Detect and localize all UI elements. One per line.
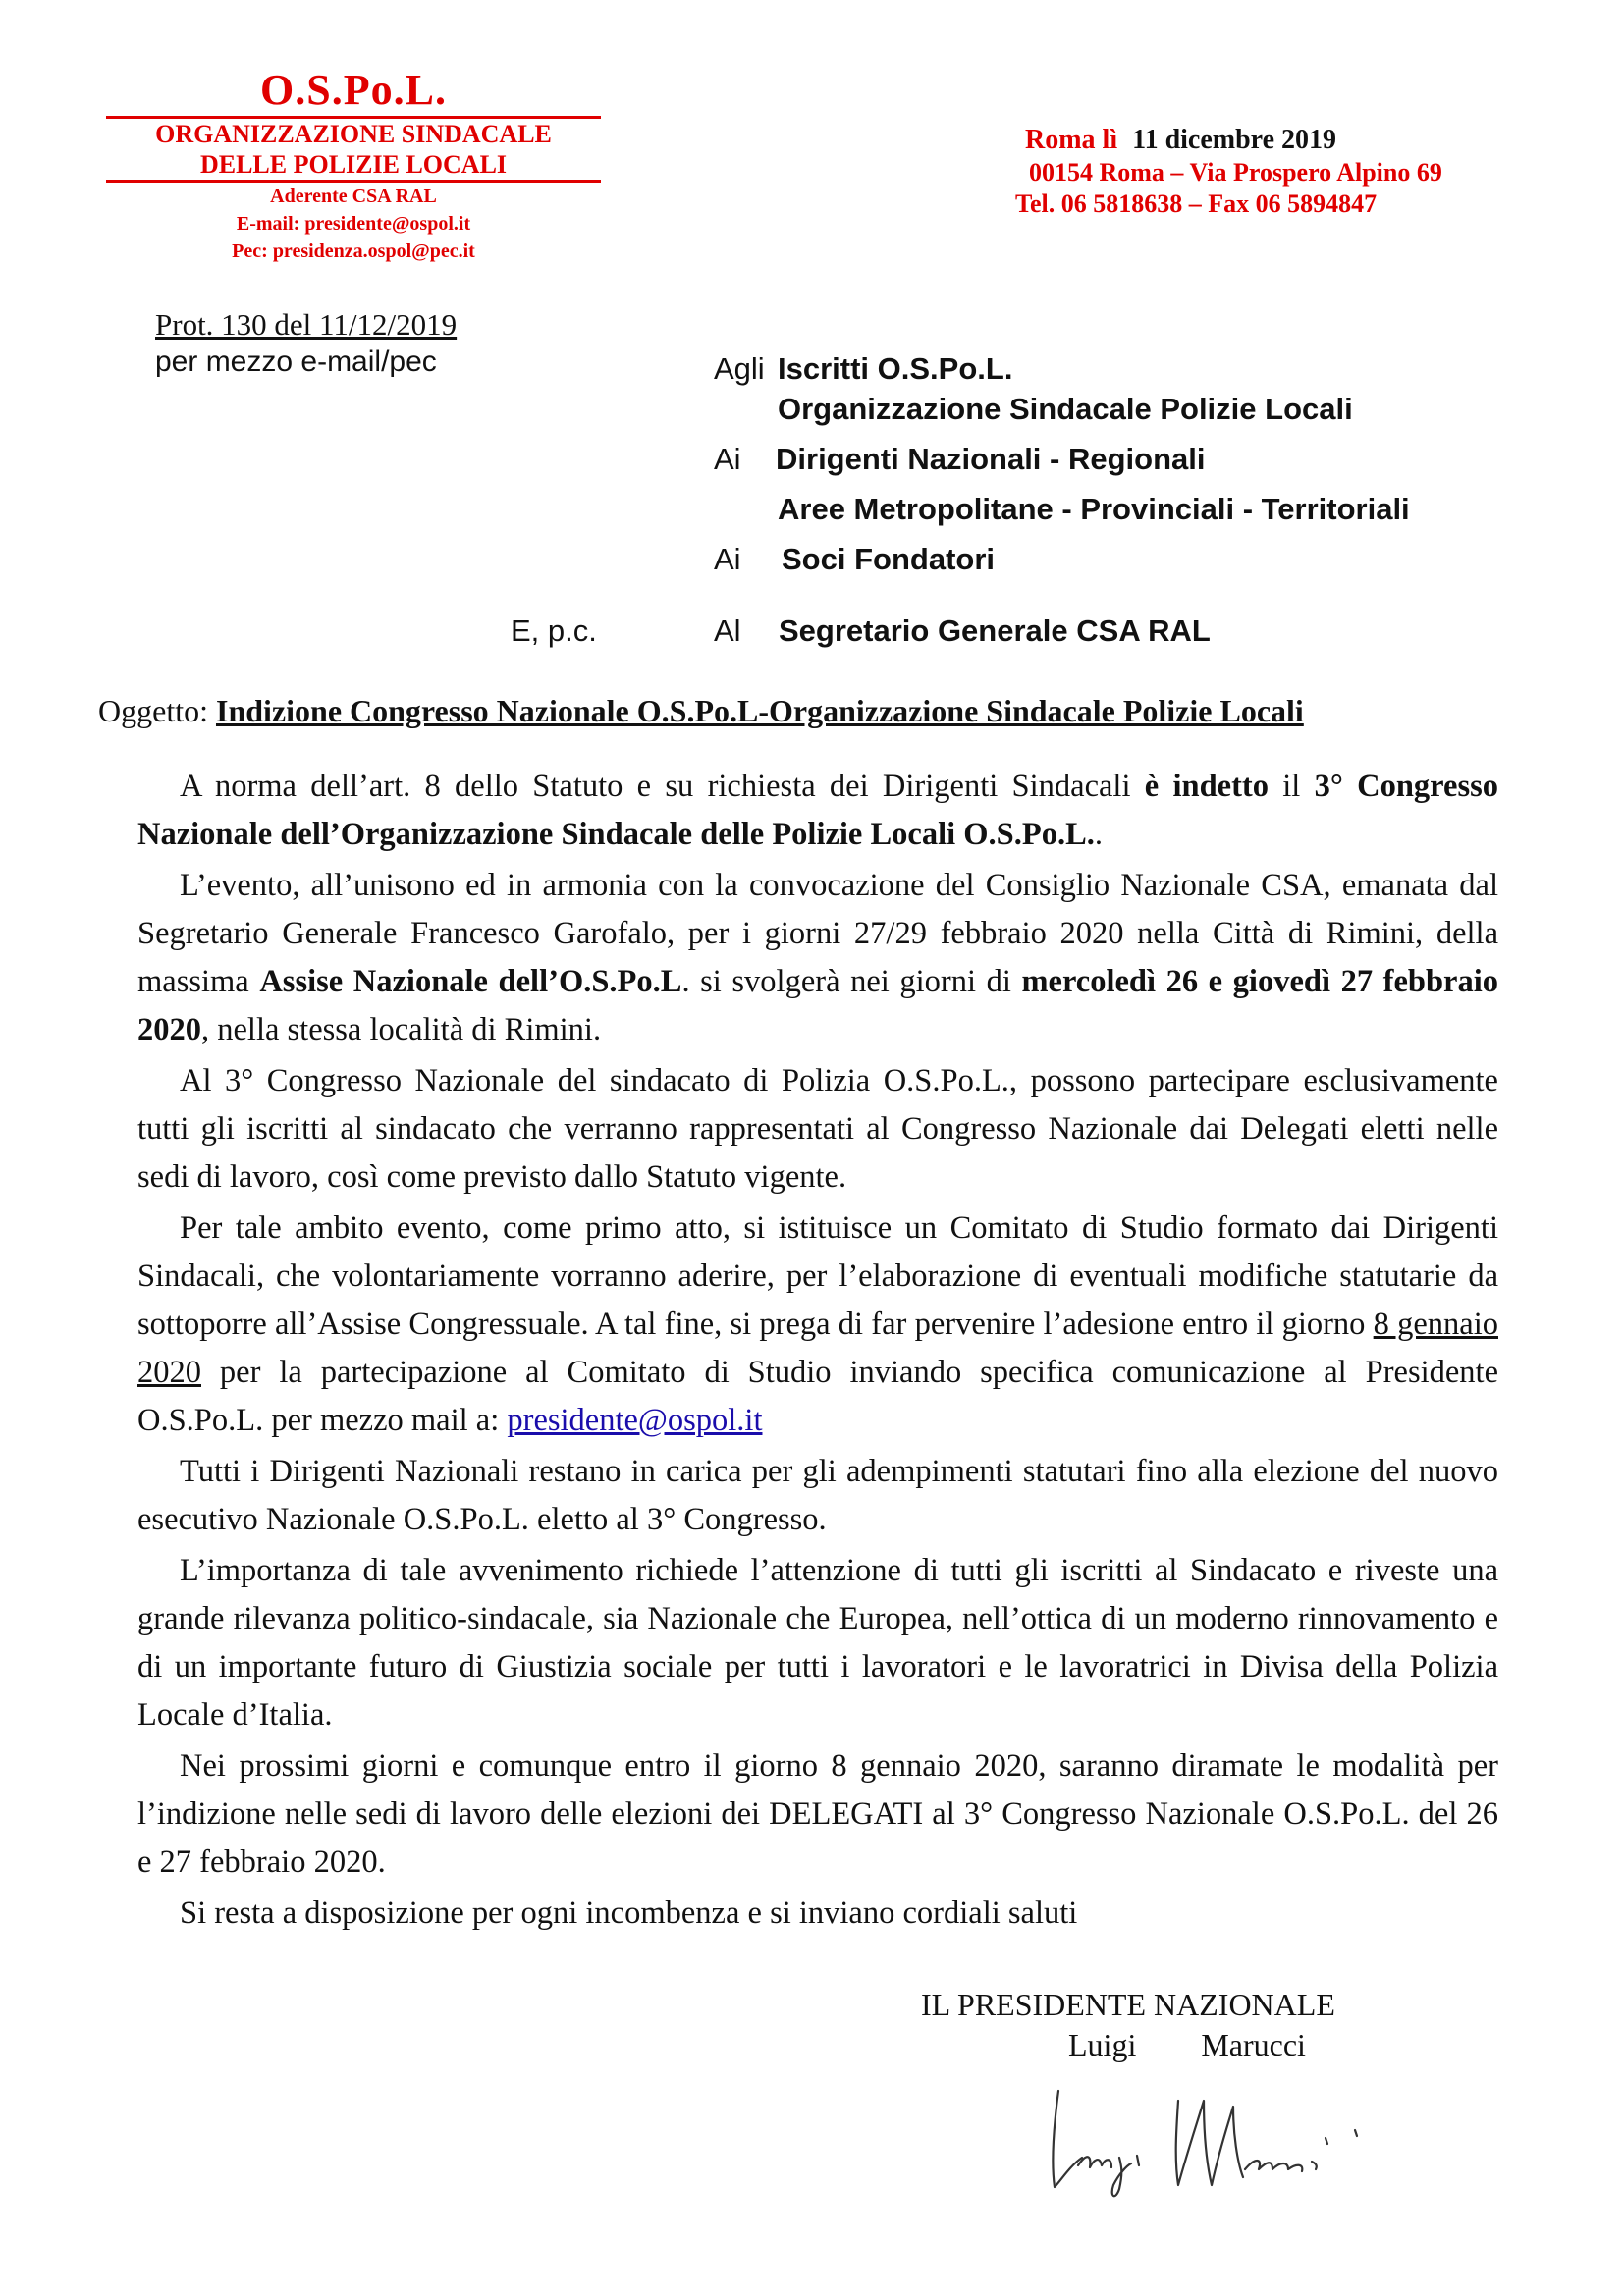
body-text-bold: Assise Nazionale dell’O.S.Po.L bbox=[259, 964, 682, 999]
body-paragraph: Tutti i Dirigenti Nazionali restano in carica per gli adempimenti statutari fino alla elezione del nuovo esecutivo Nazionale O.S.Po.L. eletto al 3° Congresso. bbox=[137, 1454, 1498, 1537]
body-text: per la partecipazione al Comitato di Studio inviando specifica comunicazione al Presidente O.S.Po.L. per mezzo mail a: bbox=[137, 1355, 1498, 1438]
body-text-bold: mercoledì 26 e giovedì 27 febbraio 2020 bbox=[137, 964, 1499, 1047]
body-paragraph: Si resta a disposizione per ogni incombenza e si inviano cordiali saluti bbox=[180, 1896, 1078, 1931]
body-paragraph bbox=[137, 763, 1498, 859]
body-text-bold: è indetto bbox=[1144, 769, 1269, 804]
place-date bbox=[992, 124, 1542, 157]
recipient-name: Aree Metropolitane - Provinciali - Territoriali bbox=[778, 492, 1410, 526]
place-label: Roma lì bbox=[1025, 125, 1118, 155]
body-text: . si svolgerà nei giorni di bbox=[681, 964, 1022, 999]
signatory-title: IL PRESIDENTE NAZIONALE bbox=[921, 1987, 1335, 2022]
email-address[interactable]: presidente@ospol.it bbox=[304, 213, 471, 235]
body-text: il bbox=[1268, 769, 1315, 804]
body-text: A norma dell’art. 8 dello Statuto e su richiesta dei Dirigenti Sindacali bbox=[180, 769, 1145, 804]
body-paragraph bbox=[137, 1204, 1498, 1445]
postal-address: 00154 Roma – Via Prospero Alpino 69 bbox=[1029, 158, 1442, 187]
body-text: , nella stessa località di Rimini. bbox=[201, 1012, 602, 1047]
recipient-name: Soci Fondatori bbox=[782, 542, 995, 576]
letter-date: 11 dicembre 2019 bbox=[1132, 125, 1337, 155]
cc-label: E, p.c. bbox=[511, 614, 597, 648]
organization-name-line2: DELLE POLIZIE LOCALI bbox=[199, 150, 508, 179]
recipient-prefix: Al bbox=[714, 614, 741, 648]
affiliation: Aderente CSA RAL bbox=[270, 186, 437, 207]
body-paragraph: Al 3° Congresso Nazionale del sindacato di Polizia O.S.Po.L., possono partecipare esclusivamente tutti gli iscritti al sindacato che verranno rappresentati al Congresso Nazionale dai Delegati eletti nelle sedi di lavoro, così come previsto dallo Statuto vigente. bbox=[137, 1063, 1498, 1195]
recipient-name: Dirigenti Nazionali - Regionali bbox=[776, 442, 1206, 476]
deadline-date: 8 gennaio 2020 bbox=[137, 1307, 1498, 1390]
cc-recipient-name: Segretario Generale CSA RAL bbox=[779, 614, 1211, 648]
recipient-prefix: Ai bbox=[714, 542, 741, 576]
subject-label: Oggetto: bbox=[98, 693, 208, 728]
email-link[interactable]: presidente@ospol.it bbox=[507, 1403, 763, 1438]
sender-contact-block bbox=[992, 124, 1542, 220]
organization-name-line1: ORGANIZZAZIONE SINDACALE bbox=[155, 120, 552, 148]
body-text: Per tale ambito evento, come primo atto, si istituisce un Comitato di Studio formato dai Dirigenti Sindacali, che volontariamente vorranno aderire, per l’elaborazione di eventuali modifiche statutarie da sottoporre all’Assise Congressuale. A tal fine, si prega di far pervenire l’adesione entro il giorno bbox=[137, 1210, 1498, 1342]
email-line bbox=[98, 210, 609, 238]
organization-acronym: O.S.Po.L. bbox=[260, 66, 447, 114]
protocol-number: Prot. 130 del 11/12/2019 bbox=[155, 307, 458, 342]
body-text: . bbox=[1094, 817, 1104, 852]
organization-letterhead bbox=[98, 65, 609, 265]
email-label: E-mail: bbox=[236, 213, 300, 235]
pec-address[interactable]: presidenza.ospol@pec.it bbox=[272, 240, 475, 262]
delivery-method: per mezzo e-mail/pec bbox=[155, 346, 437, 378]
handwritten-signature bbox=[1031, 2071, 1404, 2209]
body-paragraph bbox=[137, 862, 1498, 1054]
body-text: L’evento, all’unisono ed in armonia con la convocazione del Consiglio Nazionale CSA, emanata dal Segretario Generale Francesco Garofalo, per i giorni 27/29 febbraio 2020 nella Città di Rimini, della massima bbox=[137, 868, 1498, 999]
body-paragraph: Nei prossimi giorni e comunque entro il giorno 8 gennaio 2020, saranno diramate le modalità per l’indizione nelle sedi di lavoro delle elezioni dei DELEGATI al 3° Congresso Nazionale O.S.Po.L. del 26 e 27 febbraio 2020. bbox=[137, 1748, 1498, 1880]
body-paragraph: L’importanza di tale avvenimento richiede l’attenzione di tutti gli iscritti al Sindacato e riveste una grande rilevanza politico-sindacale, sia Nazionale che Europea, nell’ottica di un moderno rinnovamento e di un importante futuro di Giustizia sociale per tutti i lavoratori e le lavoratrici in Divisa della Polizia Locale d’Italia. bbox=[137, 1553, 1498, 1733]
subject-text: Indizione Congresso Nazionale O.S.Po.L-Organizzazione Sindacale Polizie Locali bbox=[215, 693, 1304, 728]
letter-body bbox=[137, 763, 1498, 1941]
signatory-name: Luigi Marucci bbox=[1068, 2027, 1306, 2062]
subject-line bbox=[98, 691, 1304, 730]
recipient-name: Organizzazione Sindacale Polizie Locali bbox=[778, 392, 1353, 426]
recipient-prefix: Agli bbox=[714, 351, 765, 386]
recipient-name: Iscritti O.S.Po.L. bbox=[778, 351, 1013, 386]
recipient-prefix: Ai bbox=[714, 442, 741, 476]
body-text-bold: 3° Congresso Nazionale dell’Organizzazione Sindacale delle Polizie Locali O.S.Po.L. bbox=[137, 769, 1498, 852]
pec-line bbox=[98, 238, 609, 265]
phone-fax: Tel. 06 5818638 – Fax 06 5894847 bbox=[1015, 189, 1378, 218]
pec-label: Pec: bbox=[232, 240, 268, 262]
protocol-block bbox=[155, 306, 457, 381]
